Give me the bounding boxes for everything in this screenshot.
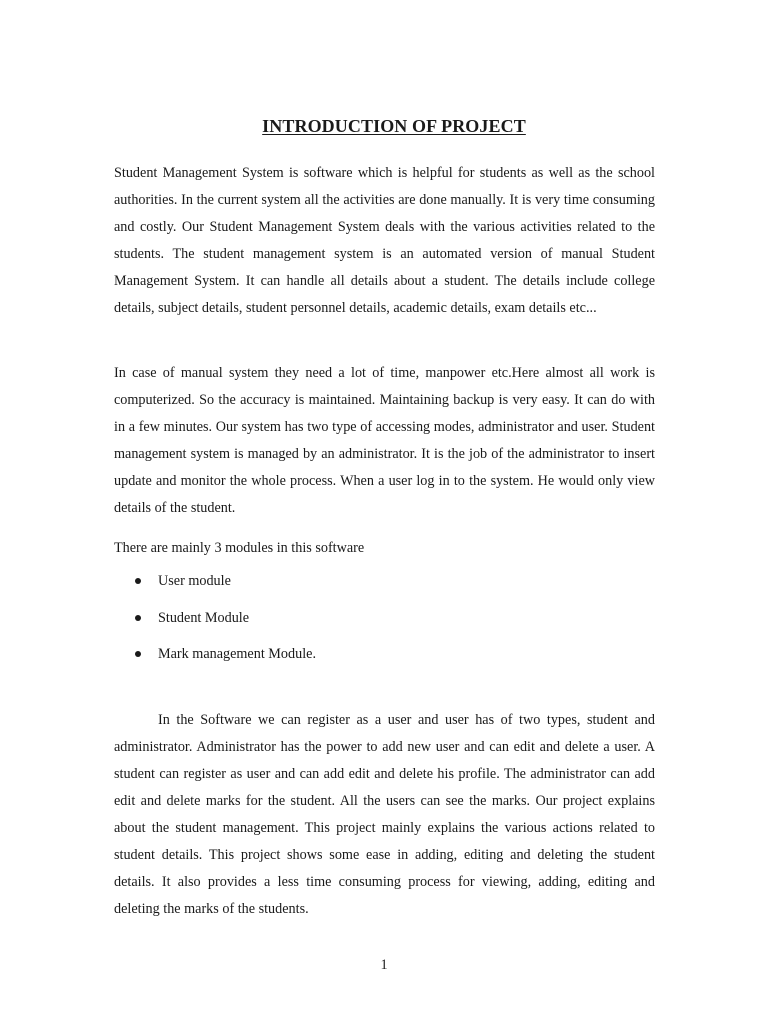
bullet-icon [135,578,141,584]
page-title: INTRODUCTION OF PROJECT [262,116,526,136]
list-item [114,641,316,678]
page-number: 1 [380,957,388,973]
modules-list [114,568,316,678]
list-item [114,568,316,605]
list-item [114,605,316,642]
bullet-icon [135,651,141,657]
manual-system-paragraph: In case of manual system they need a lot of time, manpower etc.Here almost all work is computerized. So the accuracy is maintained. Maintaining backup is very easy. It can do with in a few minutes. Our system has two type of accessing modes, administrator and user. Student management system is managed by an administrator. It is the job of the administrator to insert update and monitor the whole process. When a user log in to the system. He would only view details of the student. [114,365,655,516]
module-label: User module [158,573,231,589]
modules-intro-paragraph: There are mainly 3 modules in this software [114,540,365,556]
software-description-paragraph: In the Software we can register as a user and user has of two types, student and administrator. Administrator has the power to add new user and can edit and delete a user. A student can register as user and can add edit and delete his profile. The administrator can add edit and delete marks for the student. All the users can see the marks. Our project explains about the student management. This project mainly explains the various actions related to student details. This project shows some ease in adding, editing and deleting the student details. It also provides a less time consuming process for viewing, adding, editing and deleting the marks of the students. [114,712,655,917]
module-label: Student Module [158,609,250,626]
module-label: Mark management Module. [158,646,316,662]
intro-paragraph: Student Management System is software which is helpful for students as well as the school authorities. In the current system all the activities are done manually. It is very time consuming and costly. Our Student Management System deals with the various activities related to the students. The student management system is an automated version of manual Student Management System. It can handle all details about a student. The details include college details, subject details, student personnel details, academic details, exam details etc... [114,165,655,316]
bullet-icon [135,615,141,621]
